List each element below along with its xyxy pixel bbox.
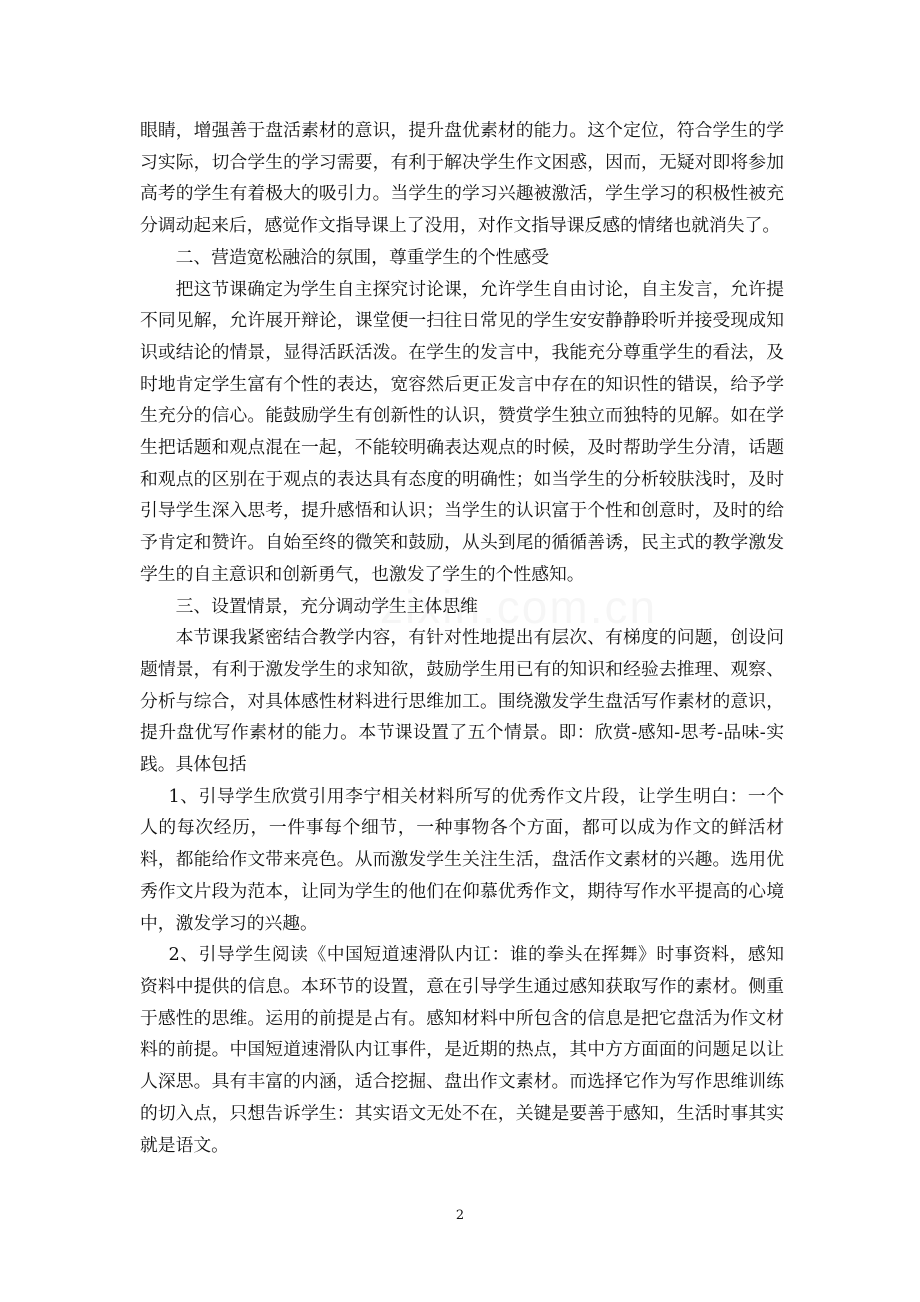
list-item-1: 1、引导学生欣赏引用李宁相关材料所写的优秀作文片段，让学生明白：一个人的每次经历，一件事每个细节，一种事物各个方面，都可以成为作文的鲜活材料，都能给作文带来亮色。从而激发学生关注生活，盘活作文素材的兴趣。选用优秀作文片段为范本，让同为学生的他们在仰慕优秀作文，期待写作水平提高的心境中，激发学习的兴趣。 (140, 785, 784, 934)
section-heading-2: 二、营造宽松融洽的氛围，尊重学生的个性感受 (175, 246, 550, 268)
paragraph-continuation: 眼睛，增强善于盘活素材的意识，提升盘优素材的能力。这个定位，符合学生的学习实际，切合学生的学习需要，有利于解决学生作文困惑，因而，无疑对即将参加高考的学生有着极大的吸引力。当学生的学习兴趣被激活，学生学习的积极性被充分调动起来后，感觉作文指导课上了没用，对作文指导课反感的情绪也就消失了。 (140, 120, 784, 237)
paragraph-section-2: 把这节课确定为学生自主探究讨论课，允许学生自由讨论，自主发言，允许提不同见解，允许展开辩论，课堂便一扫往日常见的学生安安静静聆听并接受现成知识或结论的情景，显得活跃活泼。在学生的发言中，我能充分尊重学生的看法，及时地肯定学生富有个性的表达，宽容然后更正发言中存在的知识性的错误，给予学生充分的信心。能鼓励学生有创新性的认识，赞赏学生独立而独特的见解。如在学生把话题和观点混在一起，不能较明确表达观点的时候，及时帮助学生分清，话题和观点的区别在于观点的表达具有态度的明确性；如当学生的分析较肤浅时，及时引导学生深入思考，提升感悟和认识；当学生的认识富于个性和创意时，及时的给予肯定和赞许。自始至终的微笑和鼓励，从头到尾的循循善诱，民主式的教学激发学生的自主意识和创新勇气，也激发了学生的个性感知。 (140, 278, 784, 585)
document-body (140, 115, 784, 1161)
section-heading-3: 三、设置情景，充分调动学生主体思维 (175, 595, 478, 617)
page-number: 2 (455, 1208, 465, 1223)
paragraph-section-3: 本节课我紧密结合教学内容，有针对性地提出有层次、有梯度的问题，创设问题情景，有利于激发学生的求知欲，鼓励学生用已有的知识和经验去推理、观察、分析与综合，对具体感性材料进行思维加工。围绕激发学生盘活写作素材的意识，提升盘优写作素材的能力。本节课设置了五个情景。即：欣赏-感知-思考-品味-实践。具体包括 (140, 627, 784, 776)
list-item-2: 2、引导学生阅读《中国短道速滑队内讧：谁的拳头在挥舞》时事资料，感知资料中提供的信息。本环节的设置，意在引导学生通过感知获取写作的素材。侧重于感性的思维。运用的前提是占有。感知材料中所包含的信息是把它盘活为作文材料的前提。中国短道速滑队内讧事件，是近期的热点，其中方方面面的问题足以让人深思。具有丰富的内涵，适合挖掘、盘出作文素材。而选择它作为写作思维训练的切入点，只想告诉学生：其实语文无处不在，关键是要善于感知，生活时事其实就是语文。 (140, 944, 784, 1156)
